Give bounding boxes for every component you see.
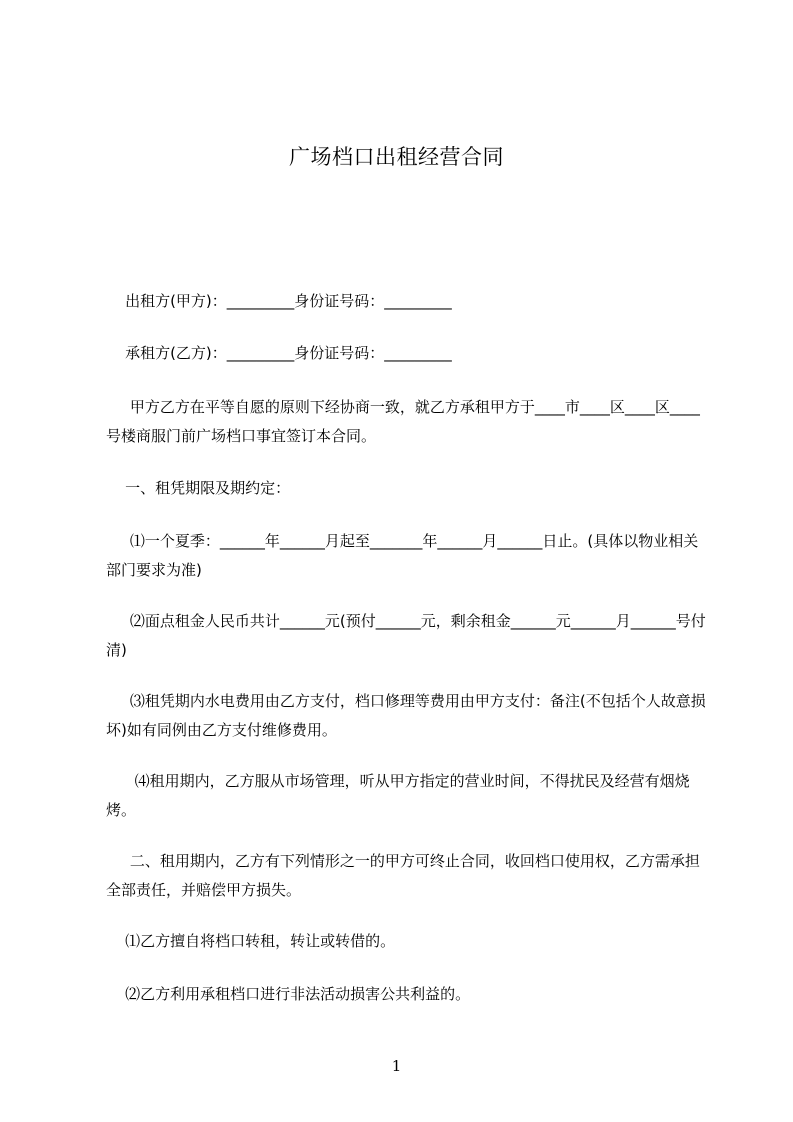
clause-1-3: ⑶租凭期内水电费用由乙方支付，档口修理等费用由甲方支付：备注(不包括个人故意损坏)如有同例由乙方支付维修费用。 [106,692,706,739]
document-title: 广场档口出租经营合同 [289,145,504,169]
preamble-paragraph: 甲方乙方在平等自愿的原则下经协商一致，就乙方承租甲方于____市____区____区____号楼商服门前广场档口事宜签订本合同。 [106,398,700,445]
lessee-line: 承租方(乙方)：_________身份证号码：_________ [106,344,452,362]
section-2-heading: 二、租用期内，乙方有下列情形之一的甲方可终止合同，收回档口使用权，乙方需承担全部责任，并赔偿甲方损失。 [106,852,700,899]
clause-1-2: ⑵面点租金人民币共计______元(预付______元，剩余租金______元______月______号付清) [106,612,706,659]
clause-2-2: ⑵乙方利用承租档口进行非法活动损害公共利益的。 [106,985,471,1003]
clause-1-1: ⑴一个夏季：______年______月起至_______年______月______日止。(具体以物业相关部门要求为准) [106,532,699,579]
lessor-line: 出租方(甲方)：_________身份证号码：_________ [106,292,452,310]
clause-2-1: ⑴乙方擅自将档口转租，转让或转借的。 [106,932,396,950]
page-number: 1 [391,1057,402,1075]
section-1-heading: 一、租凭期限及期约定： [106,479,291,497]
clause-1-4: ⑷租用期内，乙方服从市场管理，听从甲方指定的营业时间，不得扰民及经营有烟烧烤。 [106,772,690,819]
